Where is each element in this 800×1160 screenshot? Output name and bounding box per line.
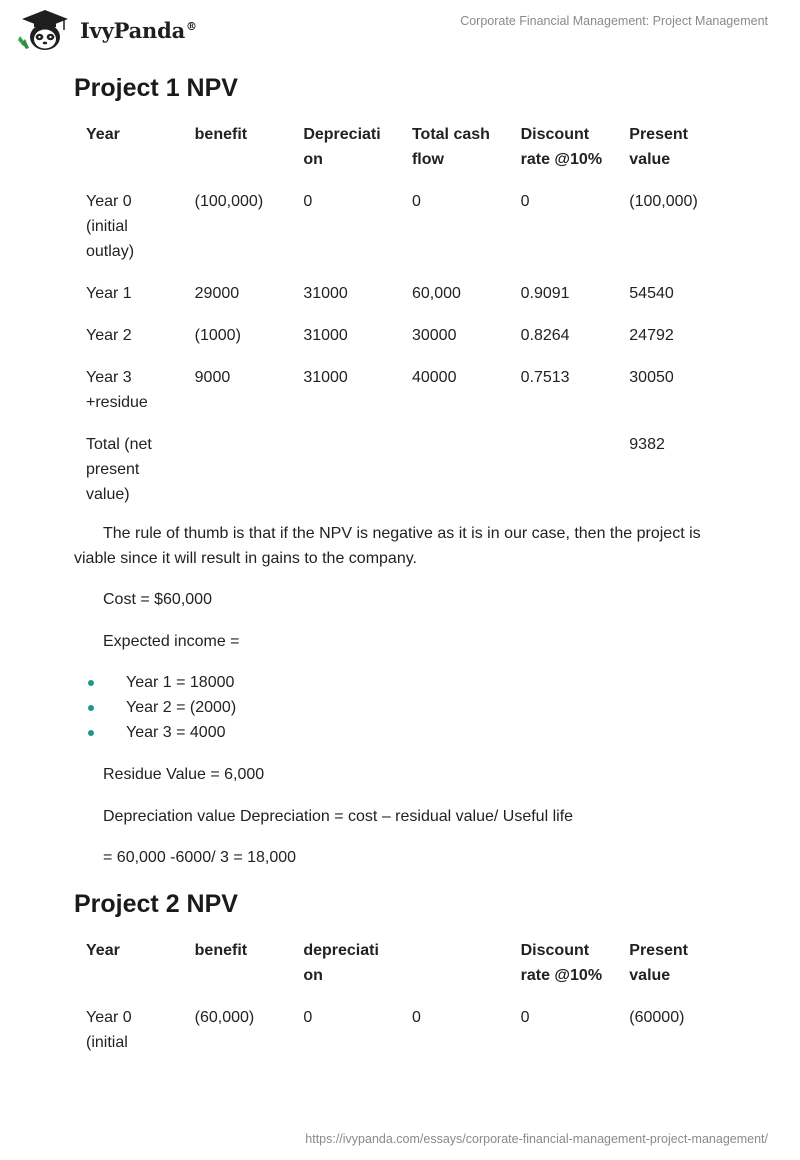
source-url-link[interactable]: https://ivypanda.com/essays/corporate-financial-management-project-management/	[305, 1132, 768, 1146]
panda-mascot-icon	[16, 8, 74, 52]
page-header	[0, 0, 800, 60]
table-cell: 0	[303, 1009, 313, 1026]
table-row	[74, 1005, 726, 1072]
project1-npv-table	[74, 122, 726, 524]
table-cell: 0.8264	[520, 327, 570, 344]
table-cell: 0.9091	[520, 285, 570, 302]
column-header: Present value	[629, 942, 688, 984]
table-row	[74, 365, 726, 432]
table-header-row	[74, 122, 726, 189]
table-cell: Total (net present value)	[86, 436, 152, 503]
column-header: Present value	[629, 126, 688, 168]
table-cell: (60000)	[629, 1009, 685, 1026]
list-item: Year 3 = 4000	[74, 720, 236, 745]
document-title: Corporate Financial Management: Project Management	[460, 14, 768, 28]
table-cell	[183, 432, 292, 524]
table-cell: 9382	[629, 436, 665, 453]
column-header	[400, 938, 509, 1005]
table-cell: (100,000)	[194, 193, 264, 210]
table-cell: Year 2	[86, 327, 132, 344]
table-row	[74, 323, 726, 365]
table-cell: 31000	[303, 327, 348, 344]
column-header: Year	[86, 126, 120, 143]
table-cell: 30050	[629, 369, 674, 386]
table-cell: Year 1	[86, 285, 132, 302]
brand-name: IvyPanda®	[80, 17, 197, 43]
table-cell	[291, 432, 400, 524]
column-header: benefit	[194, 942, 248, 959]
table-cell	[509, 432, 618, 524]
column-header: Discount rate @10%	[520, 126, 603, 168]
table-cell: 31000	[303, 285, 348, 302]
table-cell: 0.7513	[520, 369, 570, 386]
bullet-icon	[88, 680, 94, 686]
table-cell: 0	[411, 193, 421, 210]
table-cell: (60,000)	[194, 1009, 255, 1026]
project1-heading: Project 1 NPV	[74, 74, 238, 102]
column-header: depreciati on	[303, 942, 379, 984]
table-row	[74, 281, 726, 323]
table-cell: 60,000	[411, 285, 461, 302]
table-cell: 31000	[303, 369, 348, 386]
table-header-row	[74, 938, 726, 1005]
table-cell: 9000	[194, 369, 231, 386]
table-cell: 40000	[411, 369, 457, 386]
table-cell: 0	[411, 1009, 421, 1026]
project2-npv-table	[74, 938, 726, 1072]
table-cell: 54540	[629, 285, 674, 302]
bullet-icon	[88, 730, 94, 736]
table-cell: Year 0 (initial	[86, 1009, 132, 1051]
table-row	[74, 189, 726, 281]
depreciation-calculation: = 60,000 -6000/ 3 = 18,000	[103, 849, 297, 866]
table-cell: Year 3 +residue	[86, 369, 148, 411]
table-cell: 0	[520, 1009, 530, 1026]
income-list	[74, 670, 236, 745]
residue-line: Residue Value = 6,000	[103, 766, 265, 783]
table-cell: 29000	[194, 285, 240, 302]
table-cell: 30000	[411, 327, 457, 344]
table-cell: 24792	[629, 327, 674, 344]
depreciation-formula: Depreciation value Depreciation = cost – residual value/ Useful life	[103, 808, 574, 825]
cost-line: Cost = $60,000	[103, 591, 212, 608]
table-cell: (1000)	[194, 327, 241, 344]
table-cell: Year 0 (initial outlay)	[86, 193, 135, 260]
table-cell: (100,000)	[629, 193, 698, 210]
list-item: Year 1 = 18000	[74, 670, 236, 695]
project2-heading: Project 2 NPV	[74, 890, 238, 918]
column-header: Total cash flow	[411, 126, 490, 168]
table-cell: 0	[520, 193, 530, 210]
column-header: Year	[86, 942, 120, 959]
list-item: Year 2 = (2000)	[74, 695, 236, 720]
rule-of-thumb-paragraph: The rule of thumb is that if the NPV is negative as it is in our case, then the project is viable since it will result in gains to the company.	[74, 525, 701, 567]
column-header: Discount rate @10%	[520, 942, 603, 984]
bullet-icon	[88, 705, 94, 711]
expected-income-line: Expected income =	[103, 633, 240, 650]
table-row	[74, 432, 726, 524]
column-header: Depreciati on	[303, 126, 381, 168]
brand-logo[interactable]	[16, 8, 197, 52]
column-header: benefit	[194, 126, 248, 143]
table-cell: 0	[303, 193, 313, 210]
table-cell	[400, 432, 509, 524]
